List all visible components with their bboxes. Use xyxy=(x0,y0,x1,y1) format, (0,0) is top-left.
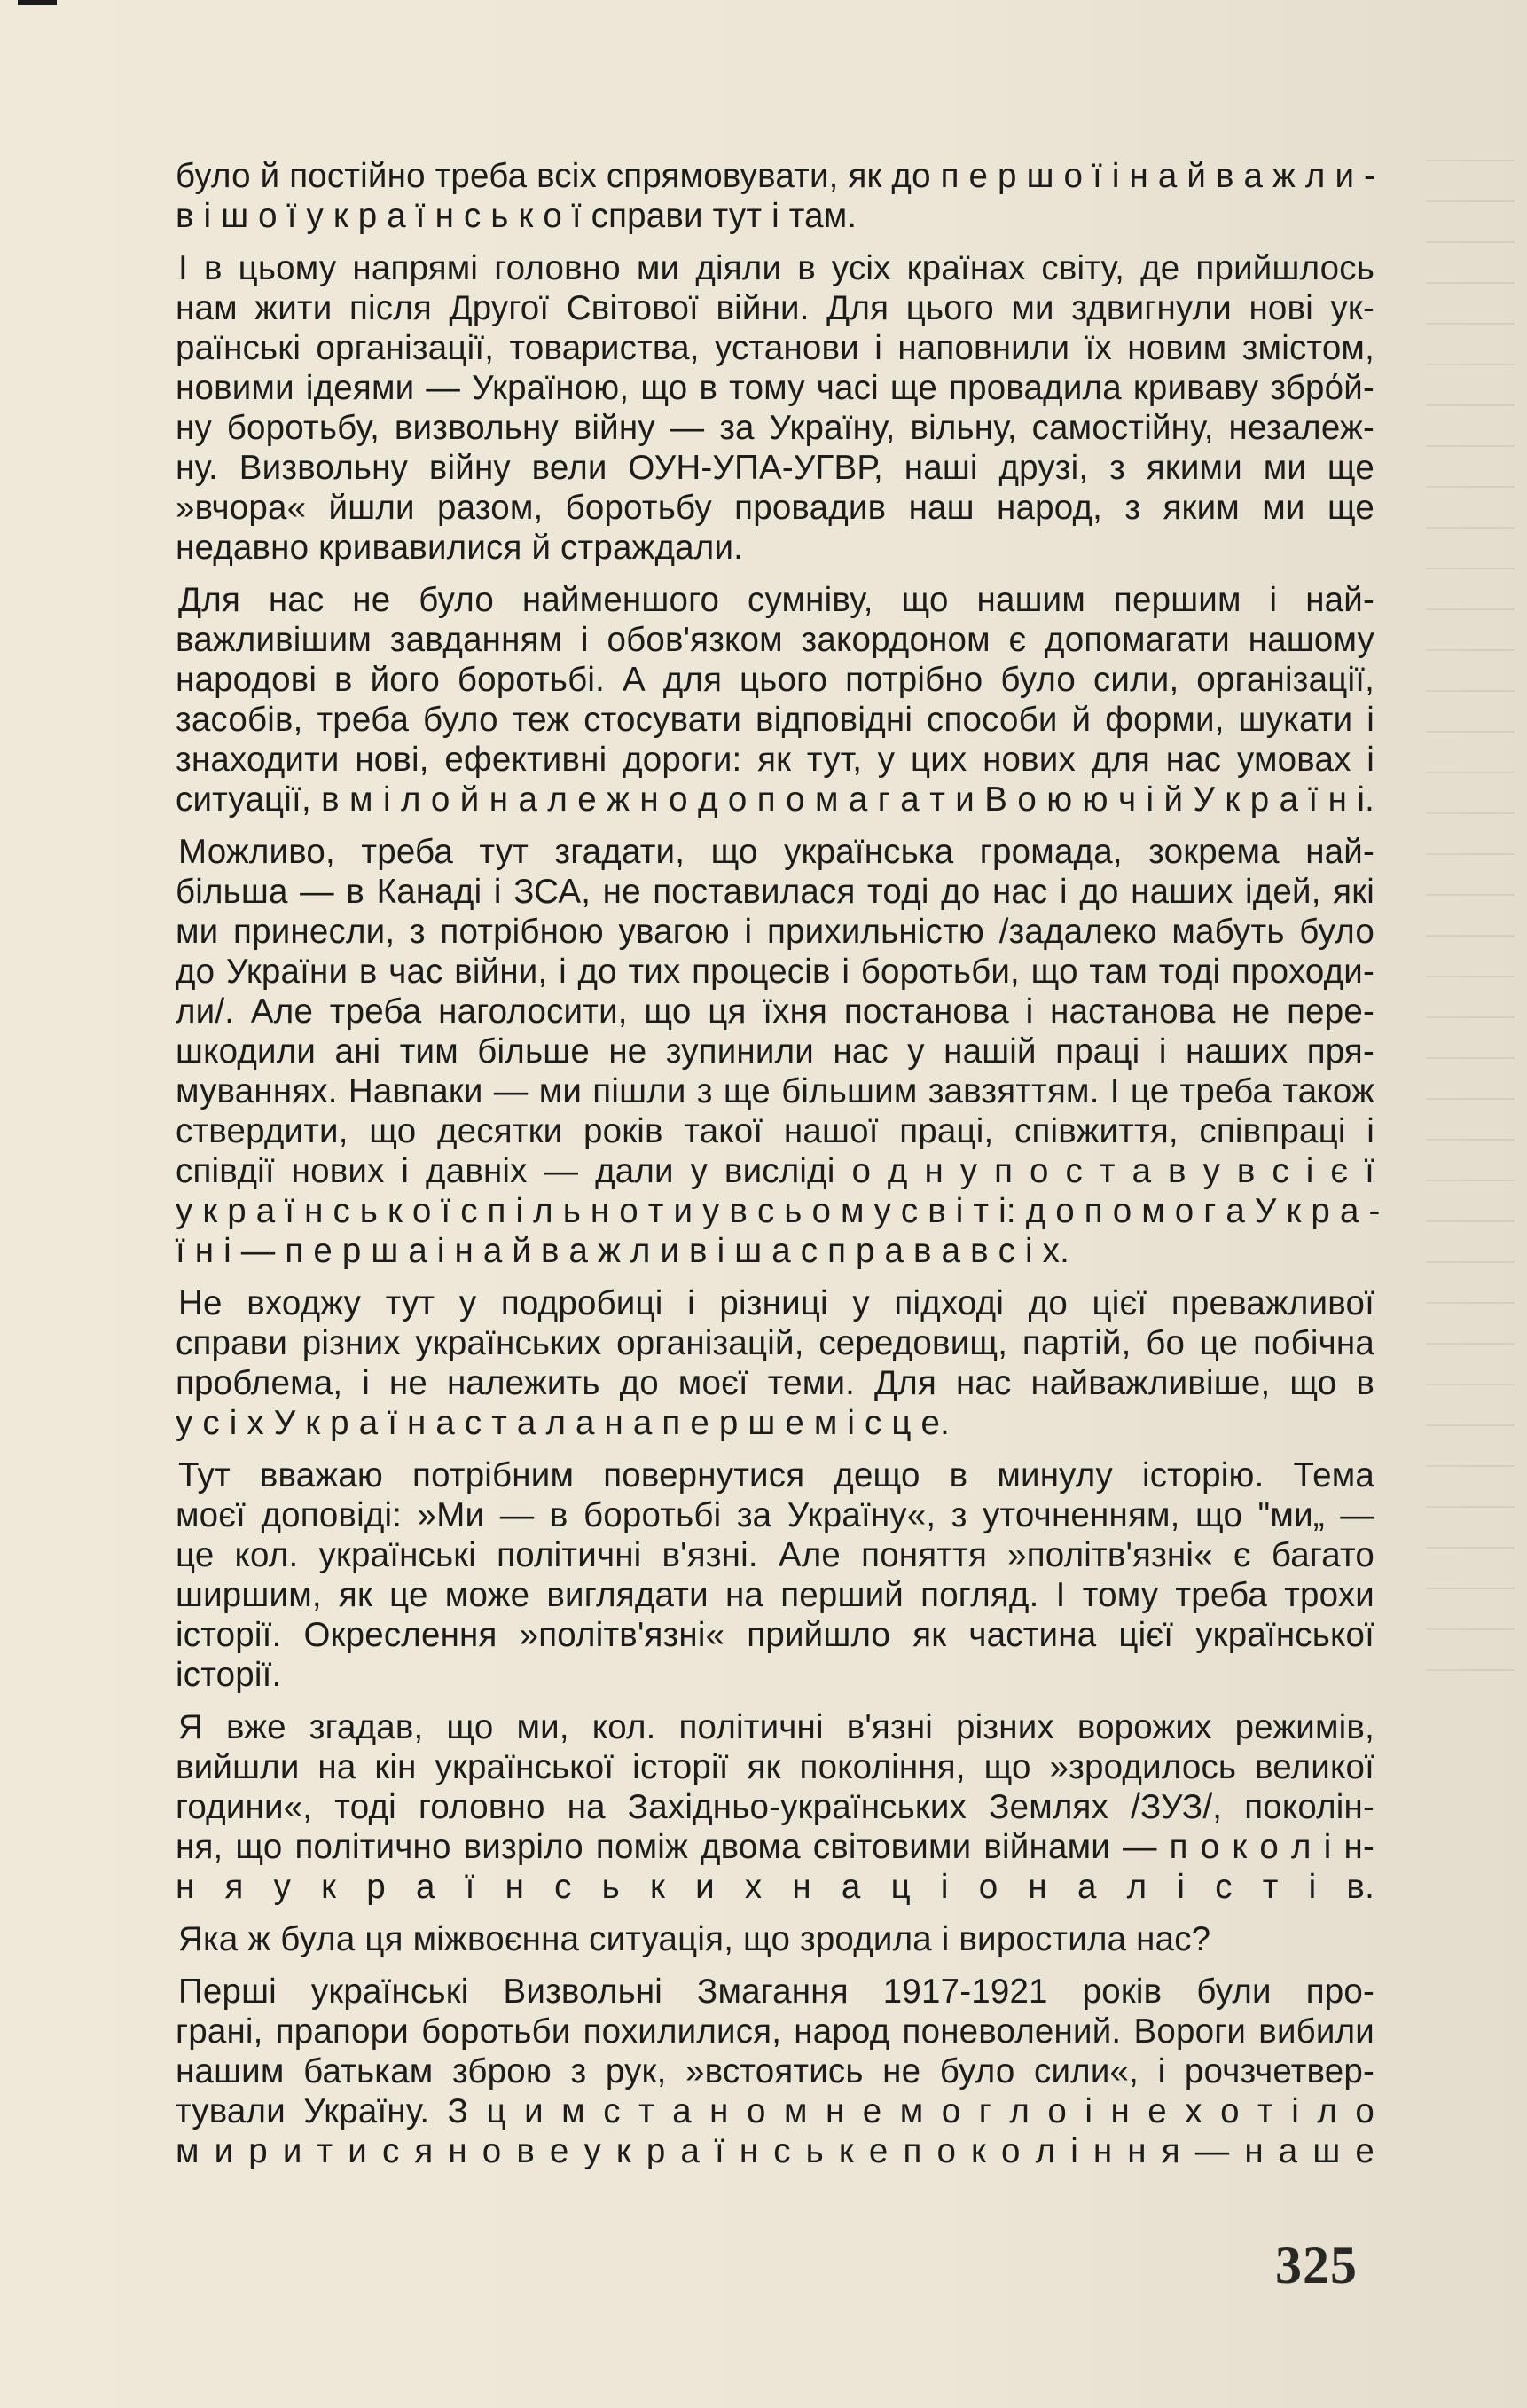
text-line: ствердити, що десятки років такої нашої праці, співжиття, співпраці і xyxy=(176,1112,1374,1150)
text-line: тували Україну. З ц и м с т а н о м н е м о г л о і н е х о т і л о xyxy=(176,2092,1374,2130)
text-line: народові в його боротьбі. А для цього потрібно було сили, організації, xyxy=(176,661,1374,699)
text-line: новими ідеями — Україною, що в тому часі ще провадила криваву збрόй- xyxy=(176,369,1374,407)
text-line: недавно кривавилися й страждали. xyxy=(176,529,744,567)
text-line: грані, прапори боротьби похилилися, народ поневолений. Вороги вибили xyxy=(176,2012,1374,2051)
text-line: це кол. українські політичні в'язні. Але поняття »політв'язні« є багато xyxy=(176,1536,1374,1574)
text-line: Перші українські Визвольні Змагання 1917-1921 років були про- xyxy=(178,1973,1374,2011)
text-line: моєї доповіді: »Ми — в боротьбі за Україну«, з уточненням, що "ми„ — xyxy=(176,1496,1374,1534)
text-line: ну. Визвольну війну вели ОУН-УПА-УГВР, наші друзі, з якими ми ще xyxy=(176,449,1374,487)
text-line: більша — в Канаді і ЗСА, не поставилася тоді до нас і до наших ідей, які xyxy=(176,873,1374,911)
text-line: ї н і — п е р ш а і н а й в а ж л и в і ш а с п р а в а в с і х. xyxy=(176,1232,1069,1270)
text-line: І в цьому напрямі головно ми діяли в усіх країнах світу, де прийшлось xyxy=(178,249,1374,287)
text-line: нашим батькам зброю з рук, »встоятись не було сили«, і рочзчетвер- xyxy=(176,2052,1374,2090)
text-line: м и р и т и с я н о в е у к р а ї н с ь к е п о к о л і н н я — н а ш е xyxy=(176,2132,1374,2170)
text-line: ширшим, як це може виглядати на перший погляд. І тому треба трохи xyxy=(176,1576,1374,1614)
text-line: ми принесли, з потрібною увагою і прихильністю /задалеко мабуть було xyxy=(176,913,1374,951)
page-number: 325 xyxy=(1275,2236,1358,2294)
text-line: вийшли на кін української історії як покоління, що »зродилось великої xyxy=(176,1748,1374,1786)
text-line: справи різних українських організацій, середовищ, партій, бо це побічна xyxy=(176,1324,1374,1362)
text-line: Я вже згадав, що ми, кол. політичні в'язні різних ворожих режимів, xyxy=(178,1708,1374,1746)
text-line: н я у к р а ї н с ь к и х н а ц і о н а л і с т і в. xyxy=(176,1868,1374,1906)
text-line: раїнські організації, товариства, установи і наповнили їх новим змістом, xyxy=(176,329,1374,367)
text-line: було й постійно треба всіх спрямовувати, як до п е р ш о ї і н а й в а ж л и - xyxy=(176,157,1376,195)
text-line: засобів, треба було теж стосувати відповідні способи й форми, шукати і xyxy=(176,701,1374,739)
text-line: шкодили ані тим більше не зупинили нас у нашій праці і наших пря- xyxy=(176,1032,1374,1071)
text-line: важливішим завданням і обов'язком закордоном є допомагати нашому xyxy=(176,621,1374,659)
text-line: співдії нових і давніх — дали у висліді о д н у п о с т а в у в с і є ї xyxy=(176,1152,1374,1190)
text-line: у с і х У к р а ї н а с т а л а н а п е р ш е м і с ц е. xyxy=(176,1404,951,1442)
text-line: ли/. Але треба наголосити, що ця їхня постанова і настанова не пере- xyxy=(176,992,1374,1031)
text-line: до України в час війни, і до тих процесів і боротьби, що там тоді проходи- xyxy=(176,953,1374,991)
text-line: проблема, і не належить до моєї теми. Для нас найважливіше, що в xyxy=(176,1364,1374,1402)
body-text xyxy=(176,156,1381,2171)
text-line: Яка ж була ця міжвоєнна ситуація, що зродила і виростила нас? xyxy=(178,1920,1211,1958)
bleed-through-shadow xyxy=(1426,160,1515,1685)
text-line: ну боротьбу, визвольну війну — за Україну, вільну, самостійну, незалеж- xyxy=(176,409,1374,447)
text-line: Тут вважаю потрібним повернутися дещо в минулу історію. Тема xyxy=(178,1456,1374,1494)
text-line: Для нас не було найменшого сумніву, що нашим першим і най- xyxy=(178,581,1374,619)
text-line: ситуації, в м і л о й н а л е ж н о д о п о м а г а т и В о ю ю ч і й У к р а ї н і. xyxy=(176,780,1374,819)
text-line: знаходити нові, ефективні дороги: як тут, у цих нових для нас умовах і xyxy=(176,741,1374,779)
text-line: Можливо, треба тут згадати, що українська громада, зокрема най- xyxy=(178,833,1374,871)
text-line: Не входжу тут у подробиці і різниці у підході до цієї преважливої xyxy=(178,1284,1374,1322)
text-line: години«, тоді головно на Західньо-українських Землях /ЗУЗ/, поколін- xyxy=(176,1788,1374,1826)
text-line: ня, що політично визріло поміж двома світовими війнами — п о к о л і н- xyxy=(176,1828,1374,1866)
text-line: історії. xyxy=(176,1656,282,1694)
text-line: в і ш о ї у к р а ї н с ь к о ї справи тут і там. xyxy=(176,197,857,235)
text-line: »вчора« йшли разом, боротьбу провадив наш народ, з яким ми ще xyxy=(176,489,1374,527)
text-line: муваннях. Навпаки — ми пішли з ще більшим завзяттям. І це треба також xyxy=(176,1072,1374,1110)
text-line: нам жити після Другої Світової війни. Для цього ми здвигнули нові ук- xyxy=(176,289,1374,327)
text-line: у к р а ї н с ь к о ї с п і л ь н о т и у в с ь о м у с в і т і: д о п о м о г а У к р а - xyxy=(176,1192,1381,1230)
scan-edge-mark xyxy=(18,0,57,5)
text-line: історії. Окреслення »політв'язні« прийшло як частина цієї української xyxy=(176,1616,1374,1654)
